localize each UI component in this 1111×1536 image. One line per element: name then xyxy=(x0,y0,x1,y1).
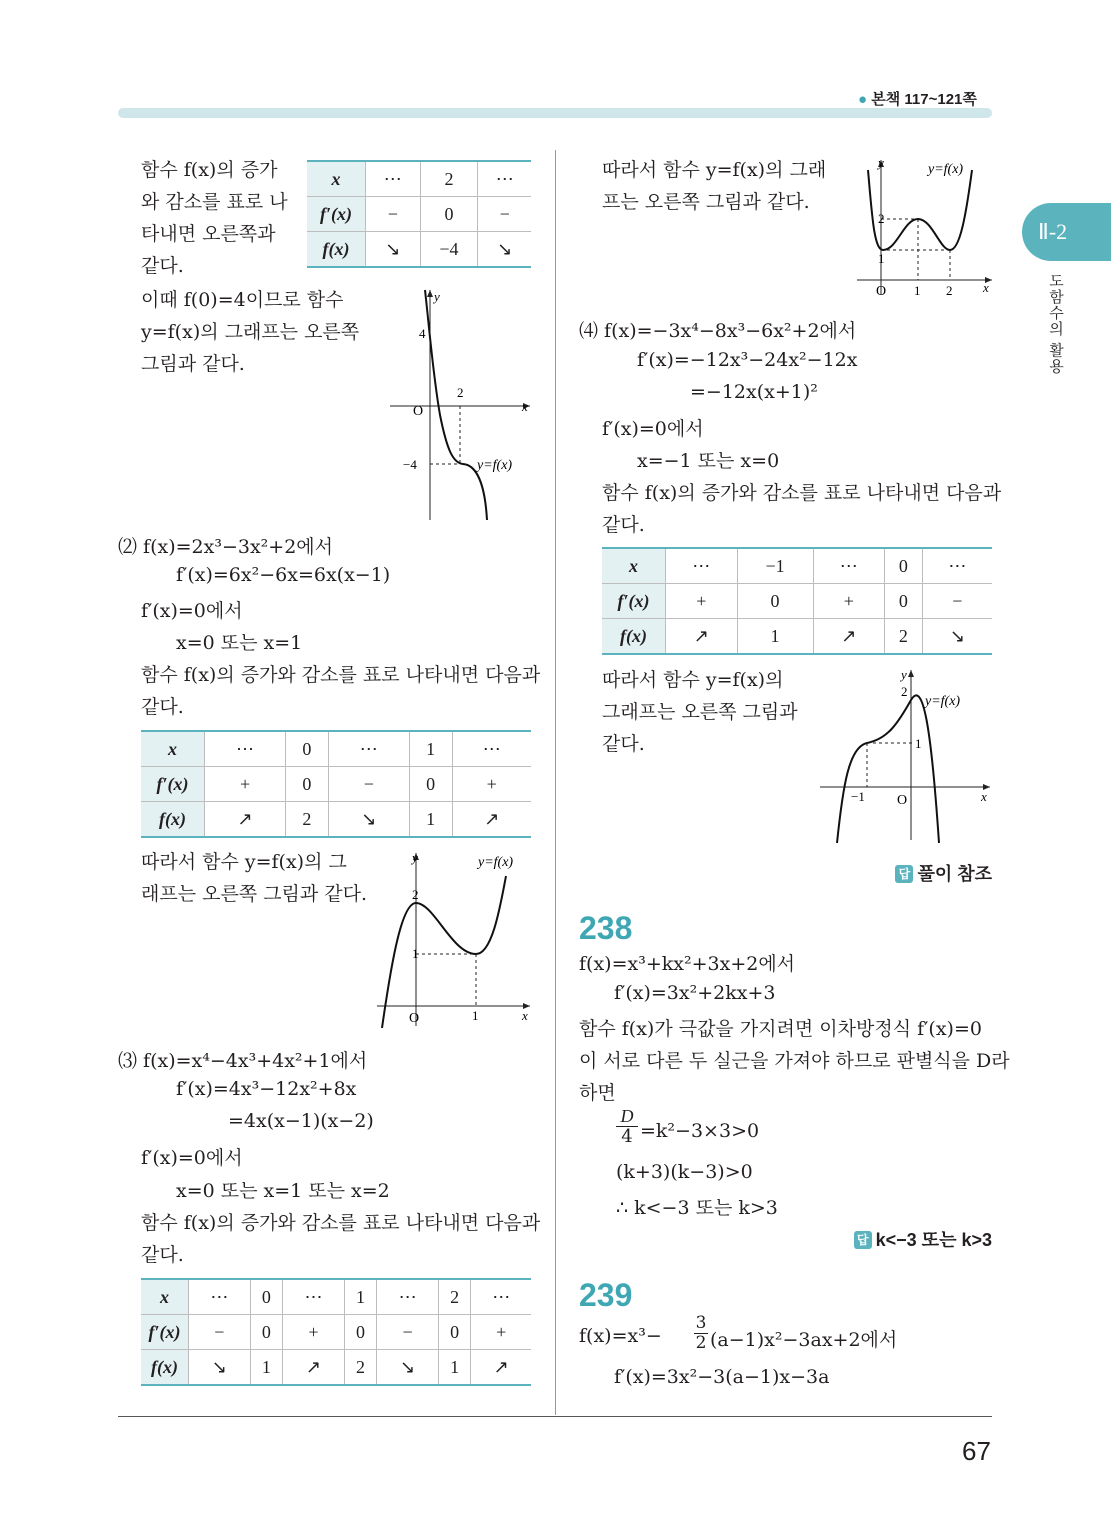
p4-line-2: =−12x(x+1)² xyxy=(690,381,818,403)
q238-line-4: 하면 xyxy=(579,1082,616,1104)
svg-text:y=f(x): y=f(x) xyxy=(477,458,513,473)
p3-line-5: 함수 f(x)의 증가와 감소를 표로 나타내면 다음과 xyxy=(141,1212,541,1234)
svg-text:4: 4 xyxy=(419,326,426,341)
svg-text:O: O xyxy=(413,404,424,419)
page-number: 67 xyxy=(962,1436,991,1466)
svg-text:x: x xyxy=(983,280,989,295)
p2-line-5: 같다. xyxy=(141,696,184,718)
column-separator xyxy=(555,150,556,1415)
svg-text:x: x xyxy=(522,1008,528,1023)
svg-text:−1: −1 xyxy=(851,789,865,804)
svg-text:1: 1 xyxy=(412,946,419,961)
p3-line-2: =4x(x−1)(x−2) xyxy=(228,1110,374,1132)
p2-line-0: ⑵ f(x)=2x³−3x²+2에서 xyxy=(118,536,334,558)
chapter-title: 도함수의 활용 xyxy=(1047,273,1064,375)
p2-line-1: f′(x)=6x²−6x=6x(x−1) xyxy=(176,564,391,586)
p4-graph xyxy=(815,665,995,845)
q239-line2: f′(x)=3x²−3(a−1)x−3a xyxy=(614,1366,830,1388)
svg-text:O: O xyxy=(409,1011,420,1026)
svg-text:x: x xyxy=(522,399,528,414)
p4-line-5: 함수 f(x)의 증가와 감소를 표로 나타내면 다음과 xyxy=(602,482,1002,504)
q238-line-3: 이 서로 다른 두 실근을 가져야 하므로 판별식을 D라 xyxy=(579,1050,1010,1072)
p2-text: 따라서 함수 y=f(x)의 그 래프는 오른쪽 그림과 같다. xyxy=(141,851,368,905)
footer-rule xyxy=(118,1416,992,1417)
p2-line-2: f′(x)=0에서 xyxy=(141,600,243,622)
p4-line-3: f′(x)=0에서 xyxy=(602,418,704,440)
q238-line-1: f′(x)=3x²+2kx+3 xyxy=(614,982,776,1004)
svg-text:2: 2 xyxy=(901,684,908,699)
svg-text:1: 1 xyxy=(915,736,922,751)
p3-line-4: x=0 또는 x=1 또는 x=2 xyxy=(176,1180,390,1202)
p3-table: x ⋯ 0 ⋯ 1 ⋯ 2 ⋯ f′(x) − 0 + 0 − 0 + f(x) ↘ 1 ↗ 2 ↘ 1 ↗ xyxy=(141,1278,531,1386)
p3-line-6: 같다. xyxy=(141,1244,184,1266)
svg-text:y: y xyxy=(434,289,440,304)
p3-line-0: ⑶ f(x)=x⁴−4x³+4x²+1에서 xyxy=(118,1050,368,1072)
q238-line-2: 함수 f(x)가 극값을 가지려면 이차방정식 f′(x)=0 xyxy=(579,1018,982,1040)
svg-text:y: y xyxy=(412,850,418,865)
p1-graph xyxy=(385,285,535,525)
p3-line-1: f′(x)=4x³−12x²+8x xyxy=(176,1078,357,1100)
p4-line-4: x=−1 또는 x=0 xyxy=(637,450,780,472)
svg-text:O: O xyxy=(897,793,908,808)
svg-text:x: x xyxy=(981,789,987,804)
header-bar xyxy=(118,108,992,118)
q238-answer: 답 k<−3 또는 k>3 xyxy=(854,1226,992,1252)
p4-line-1: f′(x)=−12x³−24x²−12x xyxy=(637,349,858,371)
p3-end-text: 따라서 함수 y=f(x)의 그래 프는 오른쪽 그림과 같다. xyxy=(602,159,827,213)
svg-text:2: 2 xyxy=(946,283,953,298)
p4-table: x ⋯ −1 ⋯ 0 ⋯ f′(x) + 0 + 0 − f(x) ↗ 1 ↗ 2 ↘ xyxy=(602,547,992,655)
p3-line-3: f′(x)=0에서 xyxy=(141,1147,243,1169)
svg-text:y=f(x): y=f(x) xyxy=(925,694,961,709)
svg-text:−4: −4 xyxy=(403,457,417,472)
q238-fraction: D 4 xyxy=(616,1106,638,1147)
page-header-ref: ● 본책 117~121쪽 xyxy=(858,91,977,108)
p4-line-6: 같다. xyxy=(602,514,645,536)
svg-text:2: 2 xyxy=(457,385,464,400)
svg-text:y: y xyxy=(901,667,907,682)
q239-line1-a: f(x)=x³− xyxy=(579,1325,662,1347)
p2-graph xyxy=(372,848,534,1028)
q239-fraction: 3 2 xyxy=(695,1313,707,1353)
problem-239-number: 239 xyxy=(579,1277,633,1313)
problem-238-number: 238 xyxy=(579,910,633,946)
p4-answer: 답 풀이 참조 xyxy=(895,860,992,886)
p4-line-0: ⑷ f(x)=−3x⁴−8x³−6x²+2에서 xyxy=(579,320,857,342)
p3-graph xyxy=(852,155,997,300)
q239-line1-b: (a−1)x²−3ax+2에서 xyxy=(710,1329,898,1351)
p1-table: x ⋯ 2 ⋯ f′(x) − 0 − f(x) ↘ −4 ↘ xyxy=(307,160,531,268)
q238-line-5: =k²−3×3>0 xyxy=(640,1120,760,1142)
svg-text:1: 1 xyxy=(472,1008,479,1023)
svg-text:O: O xyxy=(876,284,887,299)
p2-line-4: 함수 f(x)의 증가와 감소를 표로 나타내면 다음과 xyxy=(141,664,541,686)
q238-line-7: ∴ k<−3 또는 k>3 xyxy=(616,1197,778,1219)
p2-table: x ⋯ 0 ⋯ 1 ⋯ f′(x) + 0 − 0 + f(x) ↗ 2 ↘ 1 ↗ xyxy=(141,730,531,838)
svg-text:y=f(x): y=f(x) xyxy=(928,162,964,177)
q238-line-0: f(x)=x³+kx²+3x+2에서 xyxy=(579,953,796,975)
p2-line-3: x=0 또는 x=1 xyxy=(176,632,303,654)
q238-line-6: (k+3)(k−3)>0 xyxy=(616,1161,753,1183)
p4-text: 따라서 함수 y=f(x)의 그래프는 오른쪽 그림과 같다. xyxy=(602,669,798,755)
p1-text: 이때 f(0)=4이므로 함수 y=f(x)의 그래프는 오른쪽 그림과 같다. xyxy=(141,289,360,375)
svg-text:y: y xyxy=(878,155,884,170)
svg-text:y=f(x): y=f(x) xyxy=(478,855,514,870)
svg-text:2: 2 xyxy=(412,887,419,902)
svg-text:1: 1 xyxy=(878,251,885,266)
chapter-tab: Ⅱ-2 xyxy=(1022,203,1111,261)
svg-text:2: 2 xyxy=(878,211,885,226)
p1-intro: 함수 f(x)의 증가 와 감소를 표로 나 타내면 오른쪽과 같다. xyxy=(141,159,288,277)
svg-text:1: 1 xyxy=(914,283,921,298)
